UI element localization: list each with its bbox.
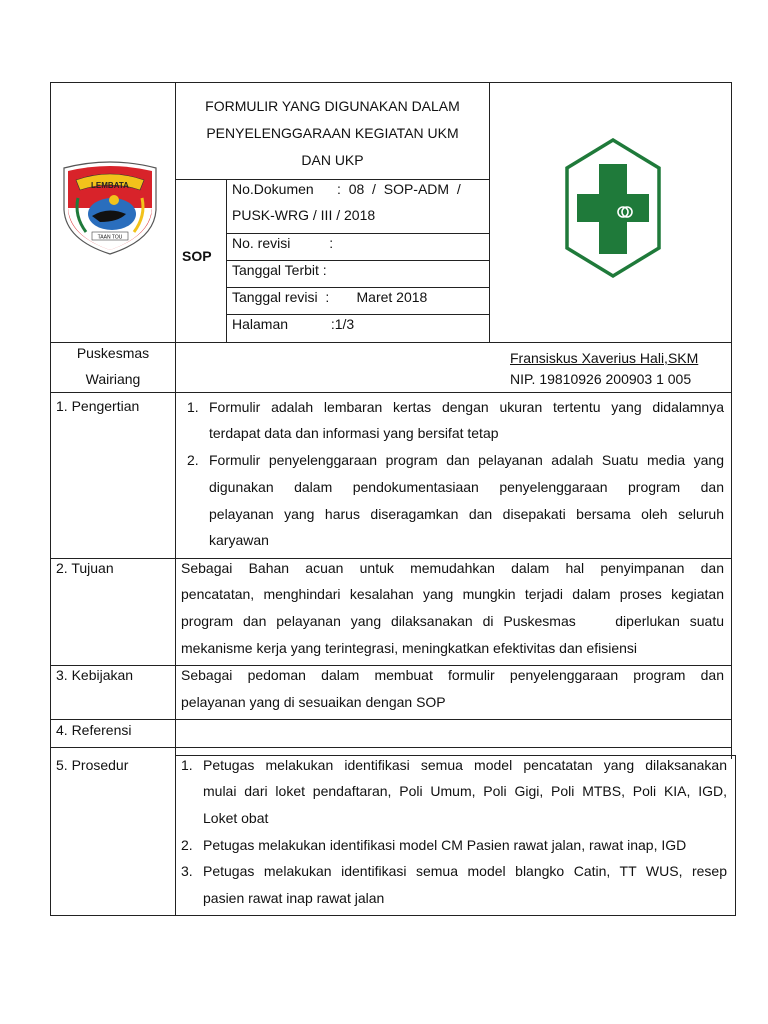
prosedur-item-1-line-2: mulai dari loket pendaftaran, Poli Umum, Poli Gigi, Poli MTBS, Poli KIA, IGD, — [203, 783, 727, 799]
kebijakan-line-1: Sebagai pedoman dalam membuat formulir penyelenggaraan program dan — [181, 667, 724, 683]
revision-number: No. revisi : — [232, 235, 334, 251]
prosedur-item-1-line-3: Loket obat — [203, 810, 269, 826]
document-title-line-1: FORMULIR YANG DIGUNAKAN DALAM — [205, 98, 460, 114]
tujuan-line-4: mekanisme kerja yang terintegrasi, meningkatkan efektivitas dan efisiensi — [181, 640, 638, 656]
head-of-puskesmas-nip: NIP. 19810926 200903 1 005 — [510, 371, 692, 387]
document-title-line-2: PENYELENGGARAAN KEGIATAN UKM — [206, 125, 459, 141]
svg-text:TAAN TOU: TAAN TOU — [97, 234, 123, 241]
pengertian-item-1-number: 1. — [187, 399, 199, 415]
prosedur-item-3-line-2: pasien rawat inap rawat jalan — [203, 890, 385, 906]
prosedur-item-2-number: 2. — [181, 837, 193, 853]
pengertian-item-2-line-2: digunakan dalam pendokumentasiaan penyelenggaraan program dan — [209, 479, 724, 495]
head-of-puskesmas-name: Fransiskus Xaverius Hali,SKM — [510, 350, 699, 366]
pengertian-item-1-line-2: terdapat data dan informasi yang bersifat tetap — [209, 425, 499, 441]
prosedur-item-3-line-1: Petugas melakukan identifikasi semua model blangko Catin, TT WUS, resep — [203, 863, 727, 879]
doc-number-line-2: PUSK-WRG / III / 2018 — [232, 207, 376, 223]
pengertian-label: 1. Pengertian — [56, 398, 140, 414]
pengertian-item-2-number: 2. — [187, 452, 199, 468]
page-number: Halaman :1/3 — [232, 316, 355, 332]
kebijakan-line-2: pelayanan yang di sesuaikan dengan SOP — [181, 694, 446, 710]
puskesmas-name-line-1: Puskesmas — [76, 345, 150, 361]
prosedur-item-2-line-1: Petugas melakukan identifikasi model CM Pasien rawat jalan, rawat inap, IGD — [203, 837, 687, 853]
prosedur-label: 5. Prosedur — [56, 757, 129, 773]
issue-date: Tanggal Terbit : — [232, 262, 327, 278]
lembata-regency-logo — [56, 158, 164, 258]
tujuan-label: 2. Tujuan — [56, 560, 114, 576]
tujuan-line-3: program dan pelayanan yang dilaksanakan di Puskesmas diperlukan suatu — [181, 613, 724, 629]
revision-date: Tanggal revisi : Maret 2018 — [232, 289, 428, 305]
kebijakan-label: 3. Kebijakan — [56, 667, 134, 683]
document-title-line-3: DAN UKP — [301, 152, 364, 168]
tujuan-line-2: pencatatan, menghindari kesalahan yang mungkin terjadi dalam proses kegiatan — [181, 586, 724, 602]
pengertian-item-2-line-1: Formulir penyelenggaraan program dan pelayanan adalah Suatu media yang — [209, 452, 724, 468]
pengertian-item-1-line-1: Formulir adalah lembaran kertas dengan ukuran tertentu yang didalamnya — [209, 399, 724, 415]
prosedur-item-1-line-1: Petugas melakukan identifikasi semua model pencatatan yang dilaksanakan — [203, 757, 727, 773]
doc-number-line-1: No.Dokumen : 08 / SOP-ADM / — [232, 181, 461, 197]
prosedur-item-3-number: 3. — [181, 863, 193, 879]
svg-text:LEMBATA: LEMBATA — [91, 181, 129, 190]
referensi-label: 4. Referensi — [56, 722, 132, 738]
sop-label: SOP — [182, 248, 212, 264]
puskesmas-name-line-2: Wairiang — [85, 371, 141, 387]
prosedur-item-1-number: 1. — [181, 757, 193, 773]
puskesmas-logo — [563, 138, 663, 280]
tujuan-line-1: Sebagai Bahan acuan untuk memudahkan dalam hal penyimpanan dan — [181, 560, 724, 576]
pengertian-item-2-line-4: karyawan — [209, 532, 269, 548]
pengertian-item-2-line-3: pelayanan yang harus diseragamkan dan disepakati bersama oleh seluruh — [209, 506, 724, 522]
